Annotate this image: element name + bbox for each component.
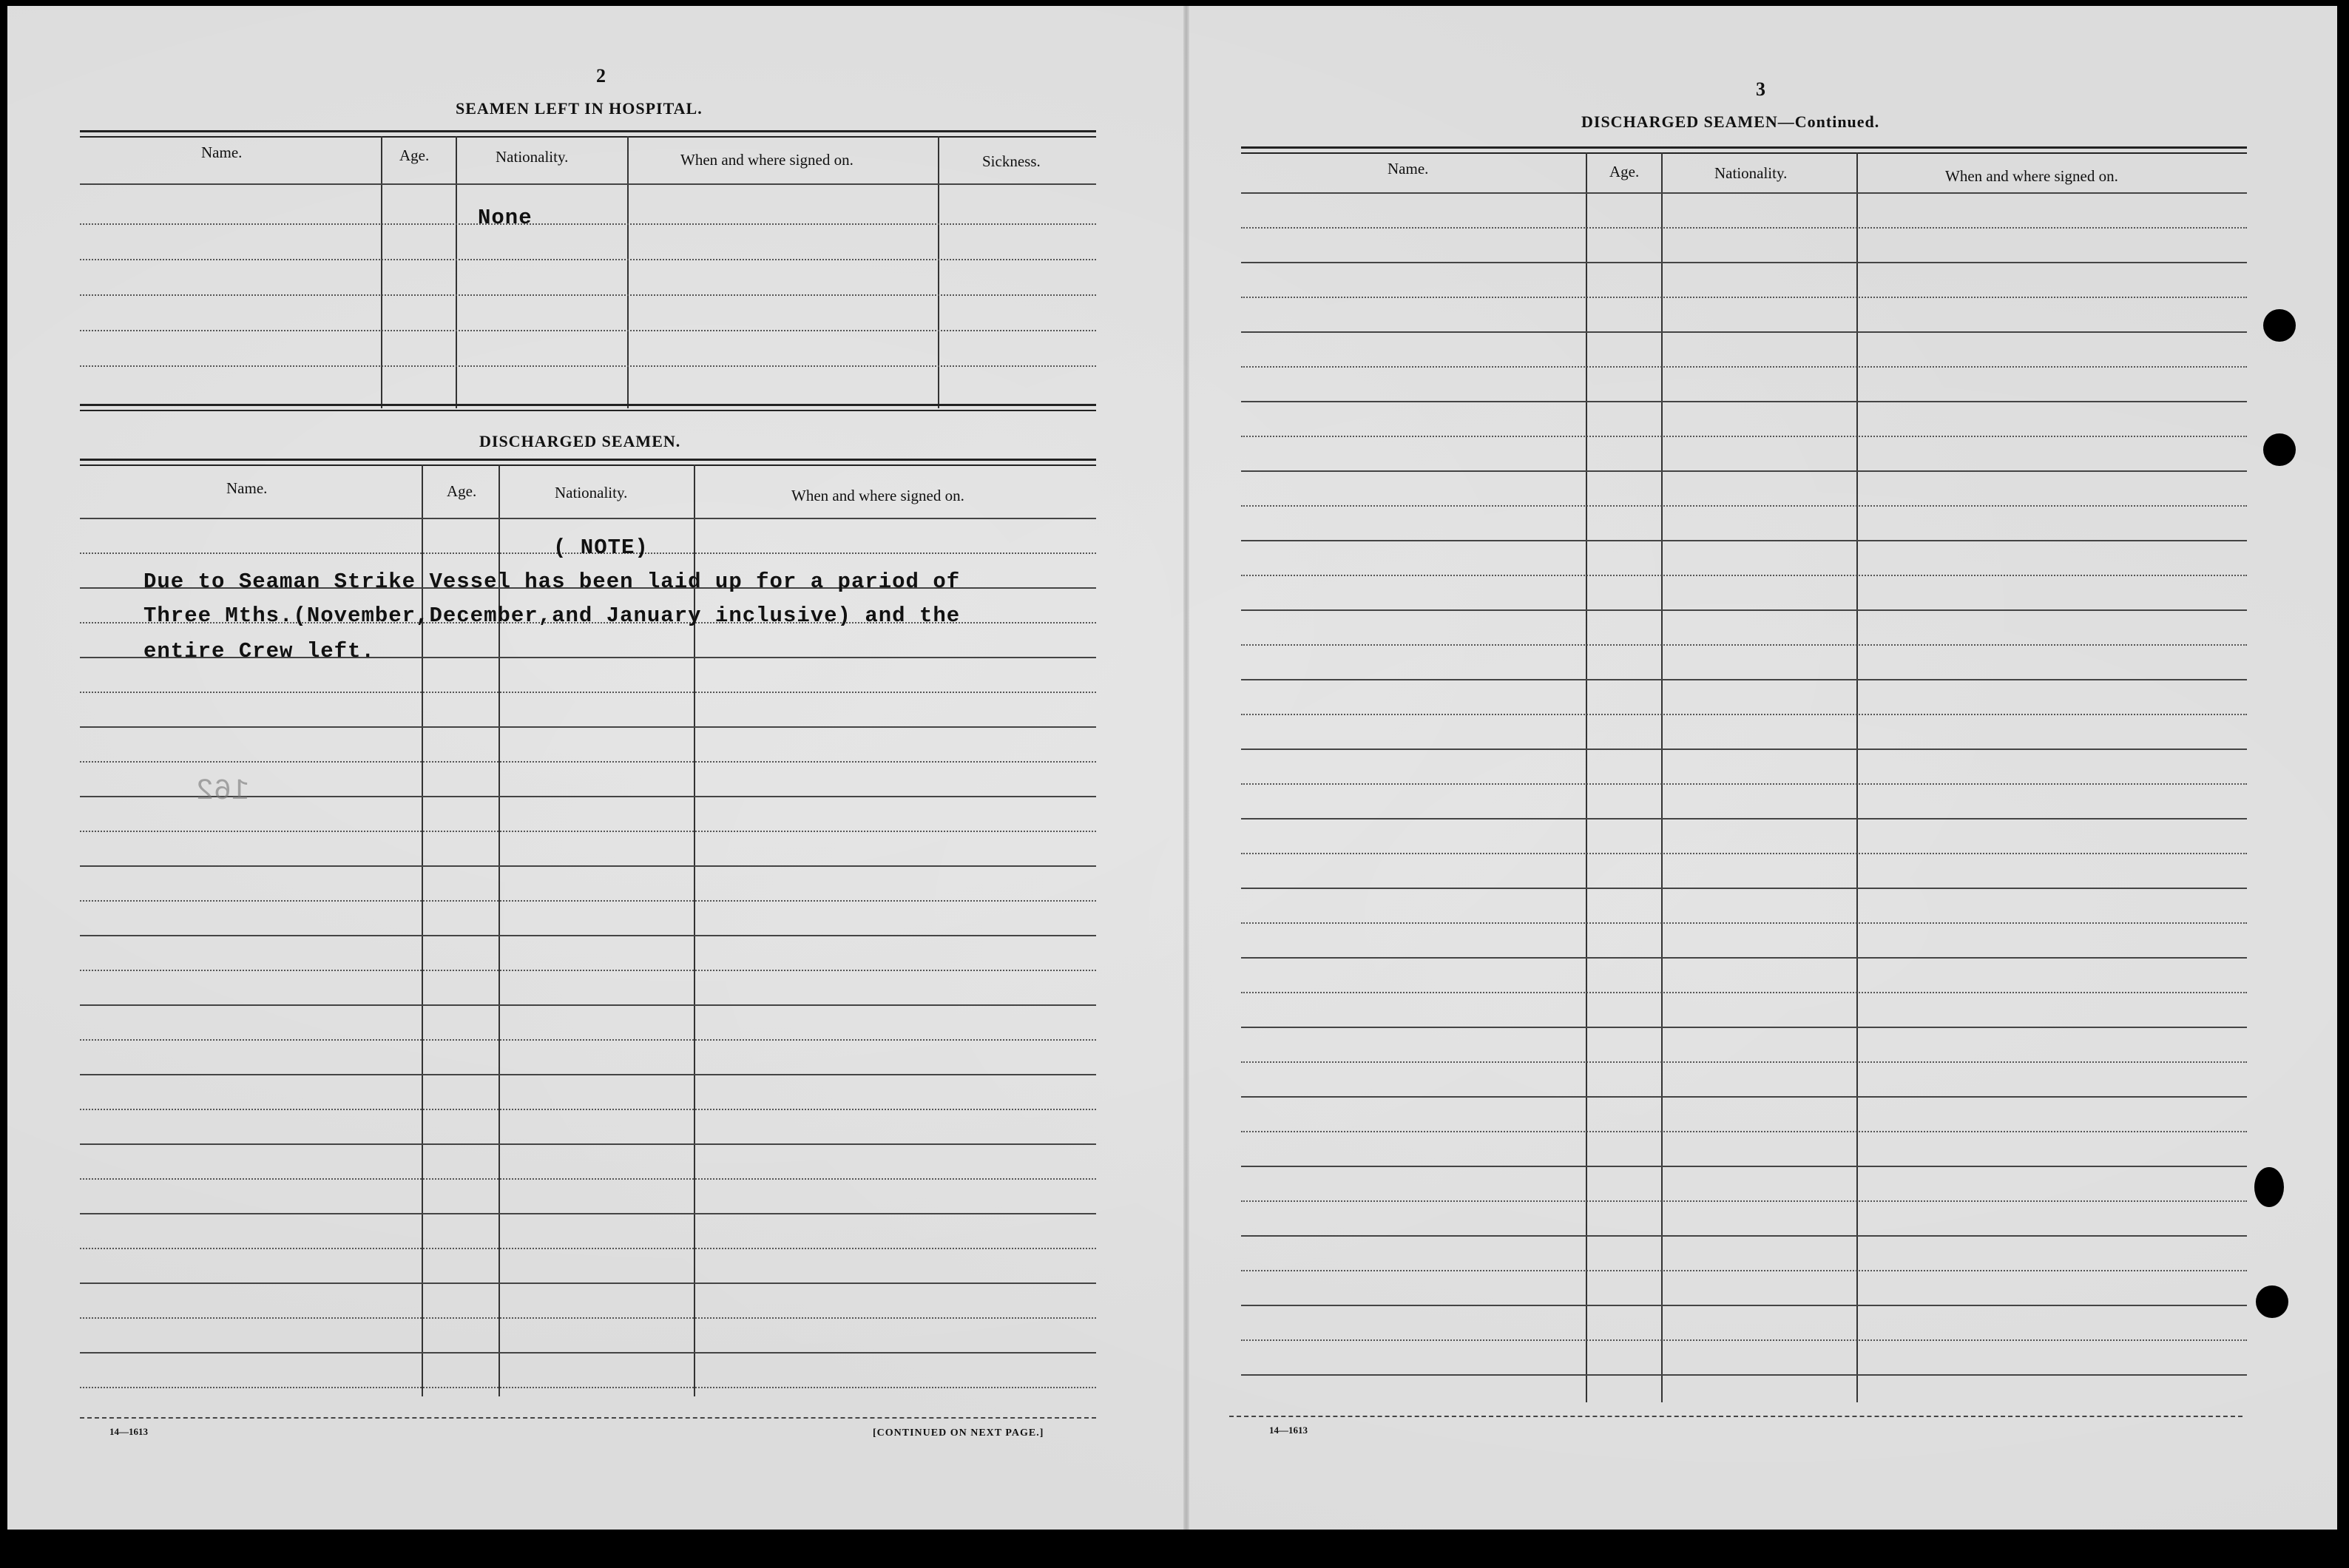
right-section-title: DISCHARGED SEAMEN—Continued. <box>1581 112 1880 131</box>
ruled-line <box>1241 227 2247 229</box>
ruled-line <box>1241 1131 2247 1132</box>
discharged-col-age: Age. <box>447 482 477 500</box>
ruled-line <box>80 761 1096 763</box>
ruled-line <box>1241 262 2247 263</box>
ruled-line <box>1241 540 2247 541</box>
ruled-line <box>1241 1374 2247 1376</box>
punch-hole <box>2263 309 2296 342</box>
ruled-line <box>80 900 1096 902</box>
hospital-col-sickness: Sickness. <box>982 152 1041 170</box>
ruled-line <box>1241 992 2247 993</box>
ruled-line <box>1241 679 2247 680</box>
ruled-line <box>80 726 1096 728</box>
ruled-line <box>80 1109 1096 1110</box>
right-footer-code: 14—1613 <box>1269 1425 1308 1436</box>
ruled-line <box>1241 1166 2247 1167</box>
note-line-1: Due to Seaman Strike Vessel has been laid up for a pariod of <box>143 570 961 594</box>
ruled-line <box>1241 714 2247 715</box>
document-sheet <box>7 6 2337 1530</box>
right-footer-rule <box>1229 1416 2242 1417</box>
ruled-line <box>80 1178 1096 1180</box>
ruled-line <box>80 1039 1096 1041</box>
ruled-line <box>80 692 1096 693</box>
continued-next-page: [CONTINUED ON NEXT PAGE.] <box>873 1427 1044 1439</box>
ruled-line <box>1241 644 2247 646</box>
ruled-line <box>1241 1027 2247 1028</box>
ruled-line <box>1241 853 2247 854</box>
ruled-line <box>80 1317 1096 1319</box>
left-footer-rule <box>80 1417 1096 1419</box>
punch-hole <box>2256 1285 2288 1318</box>
discharged-col-name: Name. <box>226 479 268 497</box>
ruled-line <box>1241 609 2247 611</box>
ruled-line <box>80 1213 1096 1214</box>
ruled-line <box>1241 1235 2247 1237</box>
discharged-col-nationality: Nationality. <box>555 484 628 501</box>
faded-stamp: 162 <box>196 775 250 808</box>
note-line-2: Three Mths.(November,December,and January inclusive) and the <box>143 604 961 628</box>
right-col-signed-on: When and where signed on. <box>1945 167 2118 185</box>
ruled-line <box>80 831 1096 832</box>
right-col-age: Age. <box>1609 163 1640 180</box>
ruled-line <box>1241 1200 2247 1202</box>
ruled-line <box>1241 470 2247 472</box>
ruled-line <box>1241 888 2247 889</box>
ruled-line <box>1241 748 2247 750</box>
ruled-line <box>1241 192 2247 194</box>
ruled-line <box>1241 957 2247 959</box>
left-page-number: 2 <box>596 65 606 87</box>
ruled-line <box>1241 783 2247 785</box>
ruled-line <box>1241 1270 2247 1271</box>
ruled-line <box>1241 1305 2247 1306</box>
ruled-line <box>80 935 1096 936</box>
ruled-line <box>80 865 1096 867</box>
hospital-table-top-rule <box>80 130 1096 138</box>
ruled-line <box>1241 331 2247 333</box>
ruled-line <box>1241 1339 2247 1341</box>
discharged-col-signed-on: When and where signed on. <box>791 487 964 504</box>
ruled-line <box>1241 297 2247 298</box>
right-col-nationality: Nationality. <box>1714 164 1788 182</box>
note-line-3: entire Crew left. <box>143 639 375 663</box>
ruled-line <box>80 1074 1096 1075</box>
ruled-line <box>80 970 1096 971</box>
right-table-top-rule <box>1241 146 2247 154</box>
right-page-number: 3 <box>1756 78 1765 100</box>
ruled-line <box>80 1352 1096 1354</box>
hospital-col-name: Name. <box>201 143 243 161</box>
ruled-line <box>80 1004 1096 1006</box>
ruled-line <box>80 1387 1096 1388</box>
ruled-line <box>1241 401 2247 402</box>
ruled-line <box>1241 818 2247 820</box>
right-col-name: Name. <box>1388 160 1429 178</box>
hospital-entry-none: None <box>478 206 533 230</box>
ruled-line <box>80 1143 1096 1145</box>
ruled-line <box>1241 436 2247 437</box>
page-fold <box>1183 6 1189 1530</box>
ruled-line <box>1241 922 2247 924</box>
ruled-line <box>1241 505 2247 507</box>
note-heading: ( NOTE) <box>553 535 649 560</box>
punch-hole <box>2254 1167 2284 1207</box>
ruled-line <box>80 1283 1096 1284</box>
ruled-line <box>80 518 1096 519</box>
punch-hole <box>2263 433 2296 466</box>
discharged-table-top-rule <box>80 459 1096 466</box>
hospital-section-title: SEAMEN LEFT IN HOSPITAL. <box>456 99 703 118</box>
ruled-line <box>1241 1096 2247 1098</box>
discharged-section-title: DISCHARGED SEAMEN. <box>479 432 681 450</box>
hospital-col-nationality: Nationality. <box>496 148 569 166</box>
hospital-col-age: Age. <box>399 146 430 164</box>
ruled-line <box>1241 366 2247 368</box>
ruled-line <box>1241 575 2247 576</box>
ruled-line <box>1241 1061 2247 1063</box>
hospital-col-signed-on: When and where signed on. <box>680 151 854 169</box>
ruled-line <box>80 1248 1096 1249</box>
left-footer-code: 14—1613 <box>109 1426 148 1437</box>
